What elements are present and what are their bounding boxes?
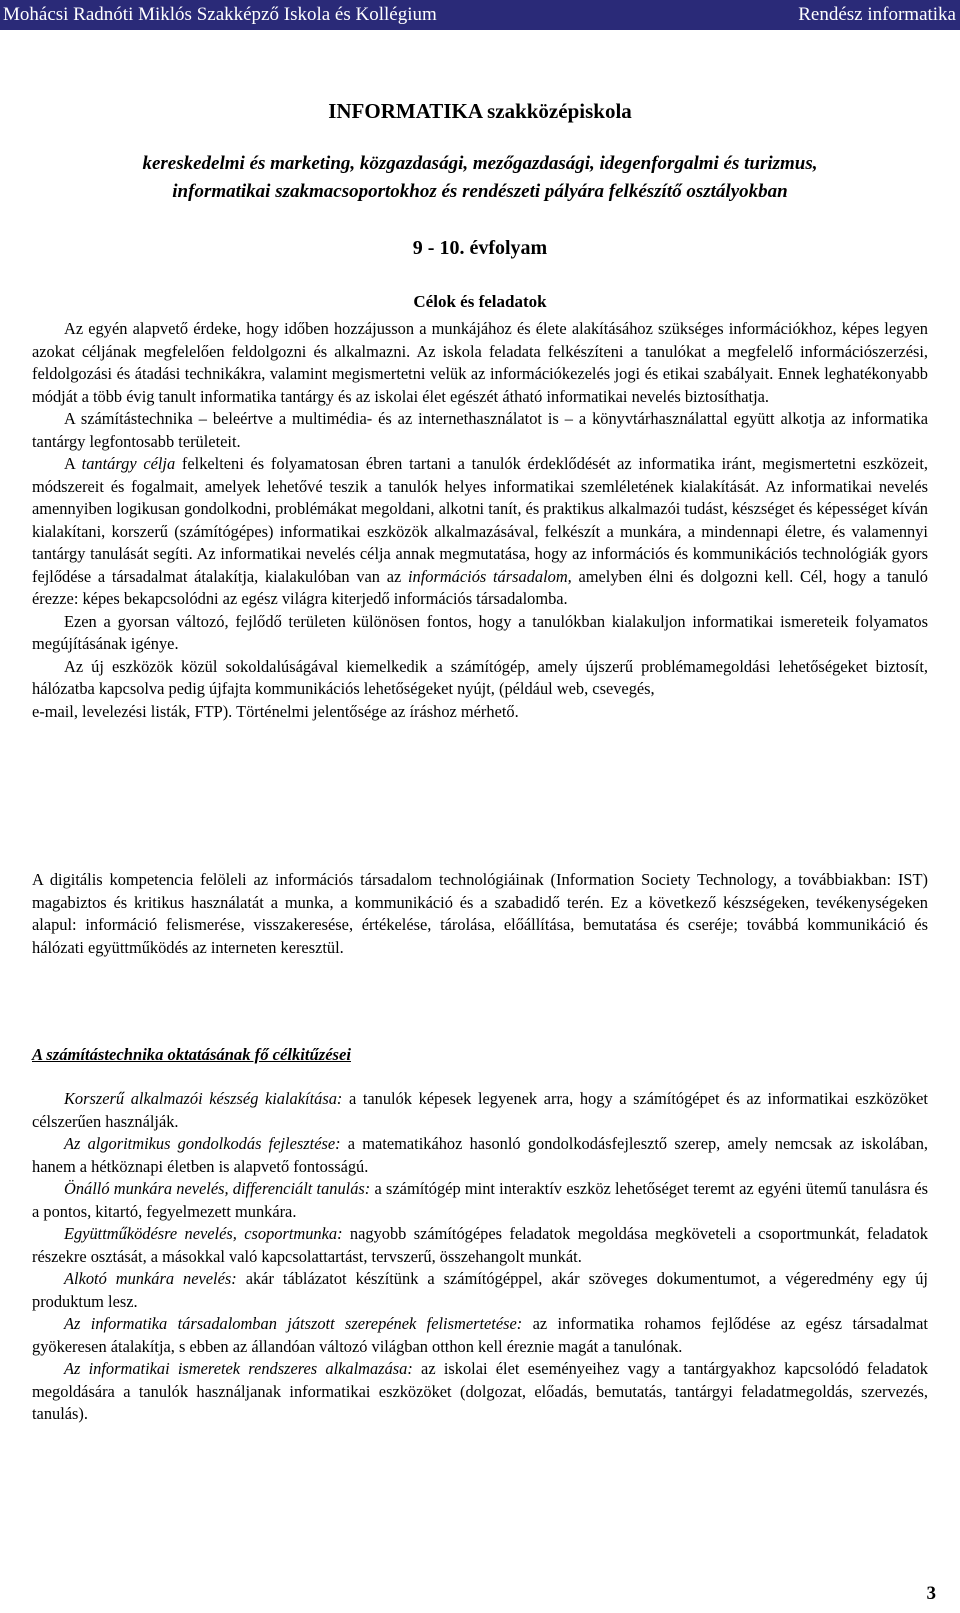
running-header [0,0,960,30]
section-heading: Célok és feladatok [413,292,547,311]
goal-item [32,1178,928,1223]
goals-list [32,1088,928,1426]
goal-text: az informatika rohamos fejlődése az egész társadalmat gyökeresen átalakítja, s ebben az állandóan változó világban otthon kell éreznie magát a tanulónak. [32,1314,928,1356]
goal-item [32,1133,928,1178]
goal-text: a számítógép mint interaktív eszköz lehetőséget teremt az egyéni ütemű tanulásra és a pontos, kitartó, fegyelmezett munkára. [32,1179,929,1221]
subtitle [0,150,960,206]
goal-term: Önálló munkára nevelés, differenciált tanulás: [64,1179,371,1198]
text-run: A [64,454,82,473]
goal-item [32,1268,928,1313]
intro-paragraph-1: Az egyén alapvető érdeke, hogy időben hozzájusson a munkájához és élete alakításához szükséges információkhoz, képes legyen azokat céljának megfelelően feldolgozni és alkalmazni. Az iskola feladata felkészíteni a tanulókat a megfelelő információszerzési, feldolgozási és átadási technikákra, valamint megismertetni velük az információkezelés jogi és etikai szabályait. Ennek leghatékonyabb módját a több évig tanult informatika tantárgy és az iskolai élet egészét átható informatikai nevelés biztosíthatja. [32,319,928,406]
page-number: 3 [926,1583,936,1604]
page-title: INFORMATIKA szakközépiskola [328,99,632,123]
emphasis-information-society: információs társadalom, [407,566,572,586]
goal-item [32,1088,928,1133]
goal-item [32,1223,928,1268]
goal-term: Az informatika társadalomban játszott szerepének felismertetése: [64,1314,523,1333]
text-run: felkelteni és folyamatosan ébren tartani a tanulók érdeklődését az informatika iránt, megismertetni eszközeit, módszereit és fogalmait, amelyek lehetővé teszik a tanulók helyes informatikai szemléletének kialakítását. Az informatikai nevelés amennyiben logikusan gondolkodni, problémákat megoldani, alkotni tanít, és praktikus alkalmazói tudást, készséget és képességet kíván kialakítani, korszerű (számítógépes) informatikai eszközök alkalmazásával, felkészít a munkára, a mindennapi életre, és valamennyi tantárgy tanulását segíti. Az informatikai nevelés célja annak megmutatása, hogy az információs és kommunikációs technológiák gyors fejlődése a társadalmat átalakítja, kialakulóban van az [32,454,928,586]
digital-competence-section [32,869,928,959]
subtitle-line-2: informatikai szakmacsoportokhoz és rendészeti pályára felkészítő osztályokban [172,181,788,202]
goal-term: Az informatikai ismeretek rendszeres alkalmazása: [64,1359,413,1378]
goal-text: a tanulók képesek legyenek arra, hogy a számítógépet és az informatikai eszközöket célszerűen használják. [32,1089,928,1131]
goals-heading: A számítástechnika oktatásának fő célkitűzései [32,1045,351,1064]
goal-text: nagyobb számítógépes feladatok megoldása megköveteli a csoportmunkát, feladatok részekre osztását, a másokkal való kapcsolattartást, tervszerű, összehangolt munkát. [32,1224,928,1266]
goal-text: a matematikához hasonló gondolkodásfejlesztő szerep, amely nemcsak az iskolában, hanem a hétköznapi életben is alapvető fontosságú. [32,1134,928,1176]
intro-paragraph-2: A számítástechnika – beleértve a multimédia- és az internethasználatot is – a könyvtárhasználattal együtt alkotja az informatika tantárgy legfontosabb területeit. [32,409,928,451]
text-run: amelyben élni és dolgozni kell. Cél, hogy a tanuló érezze: képes bekapcsolódni az egész világra kiterjedő információs társadalomba. [32,566,928,608]
intro-paragraph-5: Az új eszközök közül sokoldalúságával kiemelkedik a számítógép, amely újszerű problémamegoldási lehetőségeket biztosít, hálózatba kapcsolva pedig újfajta kommunikációs lehetőségeket nyújt, (például web, csevegés, [32,656,928,698]
goal-term: Együttműködésre nevelés, csoportmunka: [64,1224,343,1243]
goal-item [32,1313,928,1358]
intro-section [32,318,928,723]
goal-term: Korszerű alkalmazói készség kialakítása: [64,1089,343,1108]
intro-paragraph-6: e-mail, levelezési listák, FTP). Történelmi jelentősége az íráshoz mérhető. [32,701,519,721]
header-school: Mohácsi Radnóti Miklós Szakképző Iskola és Kollégium [3,4,437,25]
intro-paragraph-3 [32,453,928,611]
subtitle-line-1: kereskedelmi és marketing, közgazdasági, mezőgazdasági, idegenforgalmi és turizmus, [142,153,818,174]
goal-text: az iskolai élet eseményeihez vagy a tantárgyakhoz kapcsolódó feladatok megoldására a tanulók használjanak informatikai eszközöket (dolgozat, előadás, bemutatás, tantárgyi feladatmegoldás, szervezés, tanulás). [32,1359,928,1423]
header-program: Rendész informatika [798,4,956,25]
digital-competence-paragraph: A digitális kompetencia felöleli az információs társadalom technológiáinak (Information Society Technology, a továbbiakban: IST) magabiztos és kritikus használatát a munka, a kommunikáció és a szabadidő terén. Ez a következő készségeken, tevékenységeken alapul: információ felismerése, visszakeresése, értékelése, tárolása, előállítása, bemutatása és cseréje; továbbá kommunikáció és hálózati együttműködés az interneten keresztül. [32,870,928,957]
goal-term: Alkotó munkára nevelés: [64,1269,237,1288]
emphasis-subject-goal: tantárgy célja [81,454,176,473]
intro-paragraph-4: Ezen a gyorsan változó, fejlődő területen különösen fontos, hogy a tanulókban kialakuljon informatikai ismereteik folyamatos megújításának igénye. [32,611,928,653]
goal-item [32,1358,928,1426]
grade-heading: 9 - 10. évfolyam [412,237,548,259]
goal-text: akár táblázatot készítünk a számítógéppel, akár szöveges dokumentumot, a végeredmény egy új produktum lesz. [32,1269,928,1311]
goal-term: Az algoritmikus gondolkodás fejlesztése: [64,1134,341,1153]
